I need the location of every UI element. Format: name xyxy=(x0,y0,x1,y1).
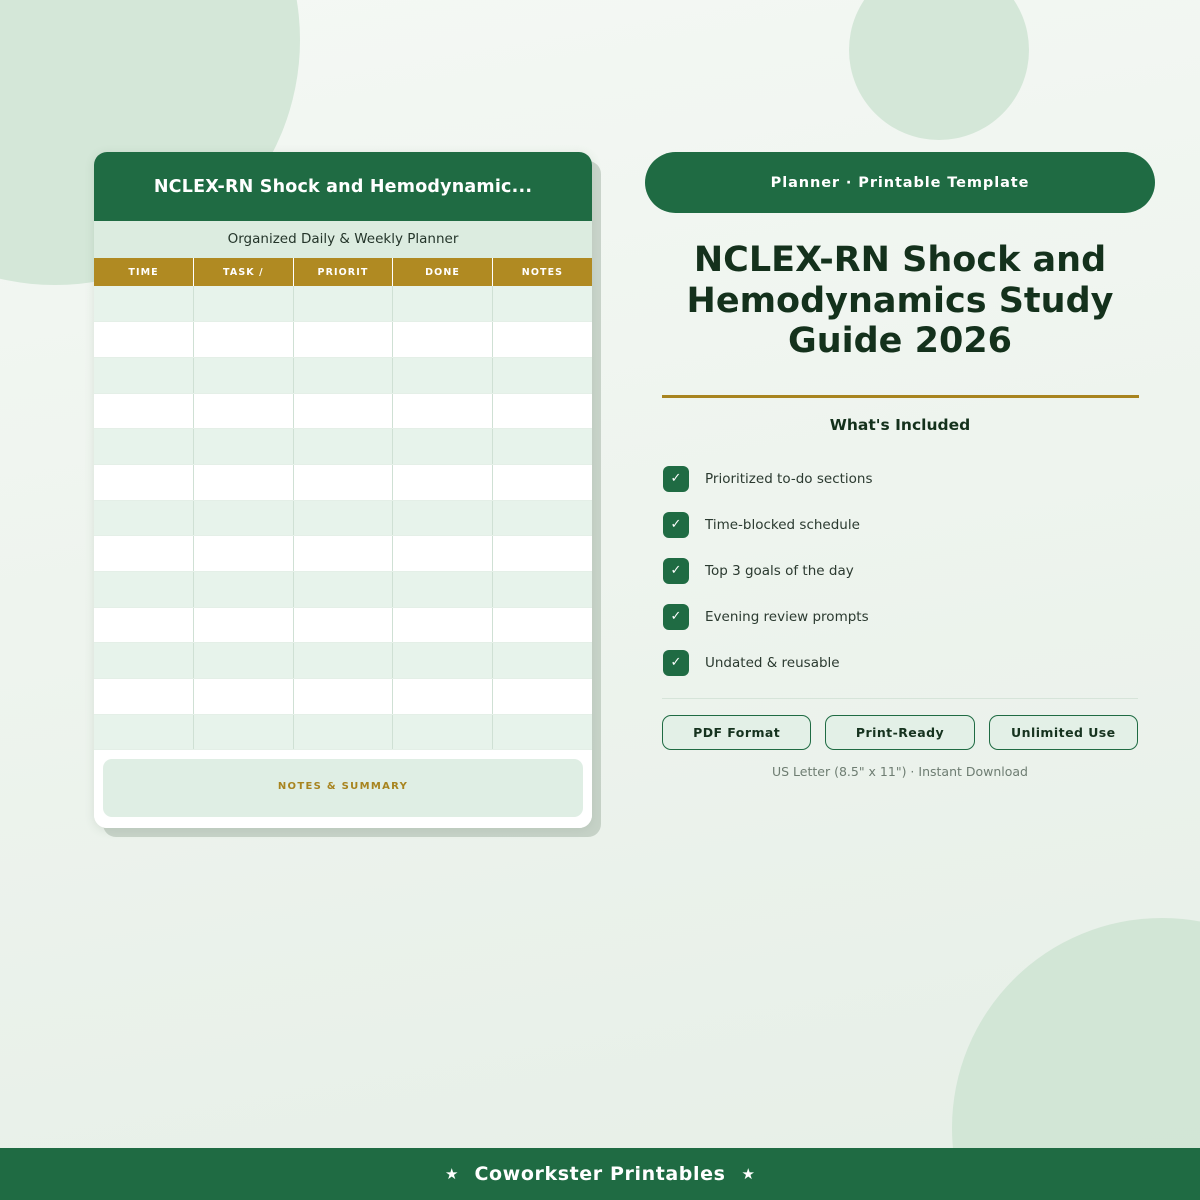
table-cell[interactable] xyxy=(293,322,393,358)
table-cell[interactable] xyxy=(293,464,393,500)
list-item xyxy=(663,548,1155,594)
table-row[interactable] xyxy=(94,714,592,750)
table-cell[interactable] xyxy=(293,286,393,322)
table-cell[interactable] xyxy=(194,464,294,500)
table-cell[interactable] xyxy=(393,464,493,500)
table-cell[interactable] xyxy=(293,572,393,608)
table-cell[interactable] xyxy=(492,536,592,572)
table-row[interactable] xyxy=(94,607,592,643)
table-cell[interactable] xyxy=(492,393,592,429)
preview-header xyxy=(94,152,592,221)
table-cell[interactable] xyxy=(94,464,194,500)
preview-header-title: NCLEX-RN Shock and Hemodynamic... xyxy=(153,177,533,197)
column-header-done: DONE xyxy=(393,258,493,286)
table-cell[interactable] xyxy=(393,536,493,572)
feature-list xyxy=(663,456,1155,686)
table-cell[interactable] xyxy=(393,679,493,715)
table-cell[interactable] xyxy=(194,357,294,393)
list-item xyxy=(663,502,1155,548)
product-detail-panel xyxy=(645,152,1155,779)
table-cell[interactable] xyxy=(194,679,294,715)
pdf-format-chip[interactable]: PDF Format xyxy=(662,715,811,750)
table-cell[interactable] xyxy=(492,429,592,465)
planner-table xyxy=(94,258,592,750)
planner-table-header-row xyxy=(94,258,592,286)
check-icon: ✓ xyxy=(663,558,689,584)
table-cell[interactable] xyxy=(393,286,493,322)
footer-bar xyxy=(0,1148,1200,1200)
check-icon: ✓ xyxy=(663,650,689,676)
print-ready-chip[interactable]: Print-Ready xyxy=(825,715,974,750)
table-cell[interactable] xyxy=(94,679,194,715)
table-cell[interactable] xyxy=(492,607,592,643)
table-cell[interactable] xyxy=(492,643,592,679)
planner-table-body xyxy=(94,286,592,750)
table-cell[interactable] xyxy=(293,536,393,572)
table-cell[interactable] xyxy=(293,607,393,643)
table-cell[interactable] xyxy=(492,572,592,608)
table-cell[interactable] xyxy=(94,572,194,608)
feature-label: Undated & reusable xyxy=(705,654,840,671)
category-badge: Planner · Printable Template xyxy=(645,152,1155,213)
table-row[interactable] xyxy=(94,679,592,715)
check-icon: ✓ xyxy=(663,466,689,492)
feature-label: Evening review prompts xyxy=(705,608,869,625)
table-cell[interactable] xyxy=(393,714,493,750)
table-cell[interactable] xyxy=(94,643,194,679)
table-cell[interactable] xyxy=(393,322,493,358)
list-item xyxy=(663,594,1155,640)
table-cell[interactable] xyxy=(94,357,194,393)
table-cell[interactable] xyxy=(194,536,294,572)
table-cell[interactable] xyxy=(293,714,393,750)
star-icon-right: ★ xyxy=(741,1165,755,1183)
table-row[interactable] xyxy=(94,464,592,500)
table-row[interactable] xyxy=(94,536,592,572)
table-cell[interactable] xyxy=(94,536,194,572)
table-row[interactable] xyxy=(94,322,592,358)
table-cell[interactable] xyxy=(492,679,592,715)
star-icon-left: ★ xyxy=(445,1165,459,1183)
table-cell[interactable] xyxy=(194,714,294,750)
preview-subtitle: Organized Daily & Weekly Planner xyxy=(94,221,592,258)
footer-brand: Coworkster Printables xyxy=(474,1163,726,1185)
table-cell[interactable] xyxy=(194,429,294,465)
table-cell[interactable] xyxy=(492,714,592,750)
column-header-task: TASK / xyxy=(194,258,294,286)
table-cell[interactable] xyxy=(393,607,493,643)
list-item xyxy=(663,640,1155,686)
table-cell[interactable] xyxy=(94,500,194,536)
table-cell[interactable] xyxy=(492,286,592,322)
check-icon: ✓ xyxy=(663,512,689,538)
column-header-notes: NOTES xyxy=(492,258,592,286)
table-cell[interactable] xyxy=(393,643,493,679)
table-cell[interactable] xyxy=(293,643,393,679)
table-cell[interactable] xyxy=(393,357,493,393)
table-row[interactable] xyxy=(94,500,592,536)
table-cell[interactable] xyxy=(94,322,194,358)
feature-label: Prioritized to-do sections xyxy=(705,470,873,487)
table-cell[interactable] xyxy=(293,357,393,393)
feature-label: Top 3 goals of the day xyxy=(705,562,854,579)
list-item xyxy=(663,456,1155,502)
table-cell[interactable] xyxy=(194,607,294,643)
table-cell[interactable] xyxy=(492,322,592,358)
column-header-time: TIME xyxy=(94,258,194,286)
table-cell[interactable] xyxy=(393,429,493,465)
table-row[interactable] xyxy=(94,286,592,322)
table-row[interactable] xyxy=(94,357,592,393)
table-cell[interactable] xyxy=(194,393,294,429)
table-row[interactable] xyxy=(94,643,592,679)
feature-label: Time-blocked schedule xyxy=(705,516,860,533)
table-cell[interactable] xyxy=(194,643,294,679)
table-cell[interactable] xyxy=(94,714,194,750)
notes-area-padding xyxy=(94,750,592,828)
format-chip-row xyxy=(662,715,1138,750)
planner-preview[interactable] xyxy=(94,152,592,828)
table-cell[interactable] xyxy=(293,393,393,429)
table-cell[interactable] xyxy=(492,357,592,393)
table-row[interactable] xyxy=(94,393,592,429)
table-cell[interactable] xyxy=(293,429,393,465)
gold-divider xyxy=(662,395,1139,398)
table-cell[interactable] xyxy=(393,500,493,536)
page-title: NCLEX-RN Shock and Hemodynamics Study Guide 2026 xyxy=(686,240,1114,362)
table-row[interactable] xyxy=(94,572,592,608)
unlimited-use-chip[interactable]: Unlimited Use xyxy=(989,715,1138,750)
notes-summary-label: NOTES & SUMMARY xyxy=(277,781,409,793)
table-cell[interactable] xyxy=(393,572,493,608)
table-cell[interactable] xyxy=(492,464,592,500)
table-cell[interactable] xyxy=(94,429,194,465)
table-cell[interactable] xyxy=(194,322,294,358)
table-cell[interactable] xyxy=(94,607,194,643)
table-cell[interactable] xyxy=(94,393,194,429)
table-cell[interactable] xyxy=(492,500,592,536)
planner-preview-card[interactable] xyxy=(94,152,592,828)
table-cell[interactable] xyxy=(194,572,294,608)
chips-divider xyxy=(662,698,1138,699)
column-header-priority: PRIORIT xyxy=(293,258,393,286)
table-cell[interactable] xyxy=(194,286,294,322)
check-icon: ✓ xyxy=(663,604,689,630)
fine-print: US Letter (8.5" x 11") · Instant Download xyxy=(771,763,1028,779)
table-cell[interactable] xyxy=(293,679,393,715)
whats-included-heading: What's Included xyxy=(829,415,971,434)
table-row[interactable] xyxy=(94,429,592,465)
notes-summary-box[interactable] xyxy=(103,759,583,817)
table-cell[interactable] xyxy=(194,500,294,536)
table-cell[interactable] xyxy=(94,286,194,322)
table-cell[interactable] xyxy=(393,393,493,429)
table-cell[interactable] xyxy=(293,500,393,536)
